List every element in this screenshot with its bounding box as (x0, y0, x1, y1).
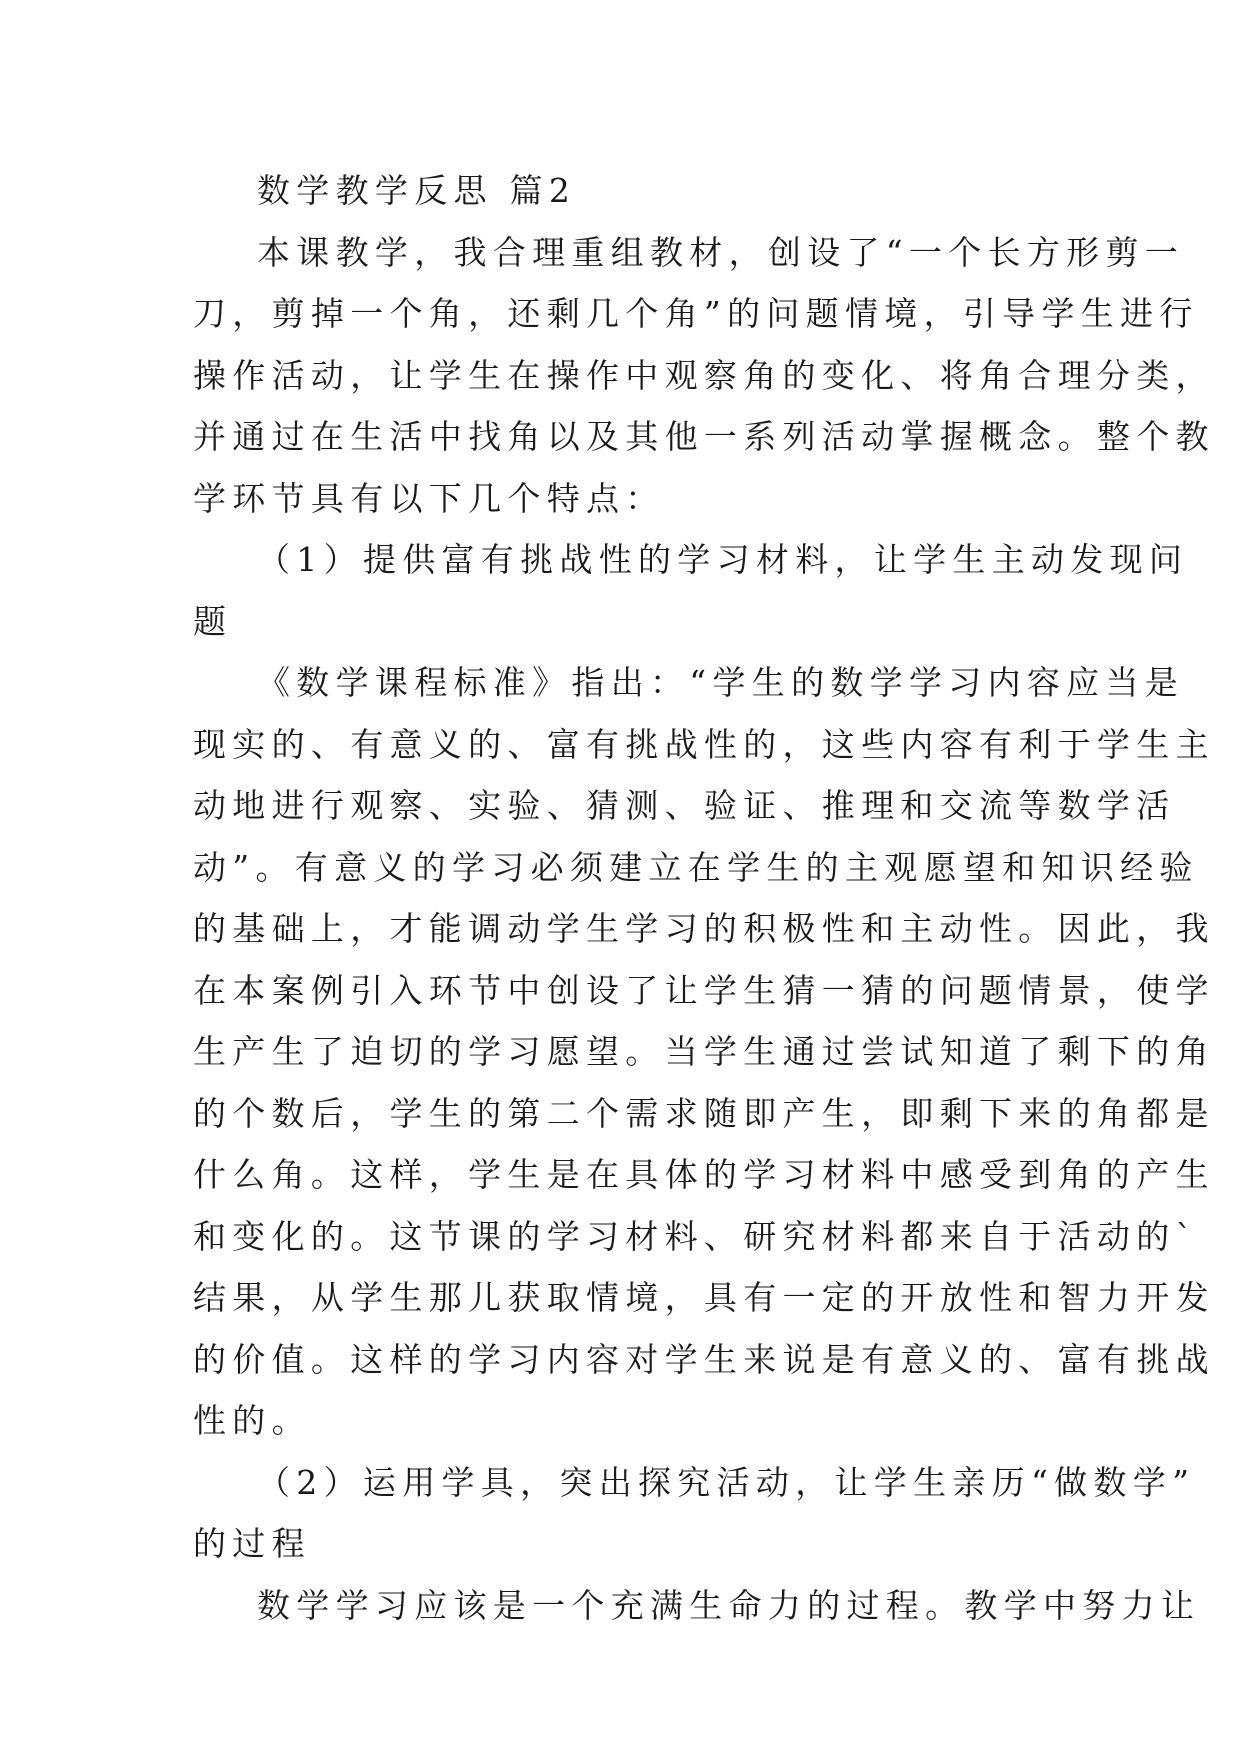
subheading-line: 题 (193, 601, 233, 641)
paragraph-line: 结果，从学生那儿获取情境，具有一定的开放性和智力开发 (193, 1278, 1215, 1317)
paragraph-line: 《数学课程标准》指出：“学生的数学学习内容应当是 (257, 663, 1185, 702)
paragraph-line: 现实的、有意义的、富有挑战性的，这些内容有利于学生主 (193, 724, 1215, 764)
paragraph-line: 的价值。这样的学习内容对学生来说是有意义的、富有挑战 (193, 1339, 1215, 1379)
paragraph-line: 学环节具有以下几个特点： (193, 478, 665, 518)
document-body (193, 160, 1215, 1636)
paragraph-line: 和变化的。这节课的学习材料、研究材料都来自于活动的` (193, 1216, 1199, 1256)
paragraph-line: 生产生了迫切的学习愿望。当学生通过尝试知道了剩下的角 (193, 1032, 1215, 1071)
paragraph-line: 动地进行观察、实验、猜测、验证、推理和交流等数学活 (193, 786, 1176, 825)
paragraph-line: 的个数后，学生的第二个需求随即产生，即剩下来的角都是 (193, 1093, 1215, 1133)
paragraph-line: 本课教学，我合理重组教材，创设了“一个长方形剪一 (257, 232, 1185, 272)
paragraph-line: 性的。 (193, 1401, 311, 1440)
subheading-line: 的过程 (193, 1524, 311, 1563)
paragraph-line: 动”。有意义的学习必须建立在学生的主观愿望和知识经验 (193, 847, 1199, 887)
paragraph-line: 什么角。这样，学生是在具体的学习材料中感受到角的产生 (193, 1155, 1215, 1194)
section-title: 数学教学反思 篇2 (257, 171, 577, 210)
subheading-line: （2）运用学具，突出探究活动，让学生亲历“做数学” (257, 1462, 1196, 1502)
subheading-line: （1）提供富有挑战性的学习材料，让学生主动发现问 (257, 540, 1189, 579)
paragraph-line: 刀，剪掉一个角，还剩几个角”的问题情境，引导学生进行 (193, 294, 1199, 333)
paragraph-line: 并通过在生活中找角以及其他一系列活动掌握概念。整个教 (193, 417, 1215, 456)
paragraph-line: 的基础上，才能调动学生学习的积极性和主动性。因此，我 (193, 909, 1215, 948)
paragraph-line: 在本案例引入环节中创设了让学生猜一猜的问题情景，使学 (193, 970, 1215, 1010)
paragraph-line: 操作活动，让学生在操作中观察角的变化、将角合理分类， (193, 355, 1215, 395)
paragraph-line: 数学学习应该是一个充满生命力的过程。教学中努力让 (257, 1585, 1201, 1625)
